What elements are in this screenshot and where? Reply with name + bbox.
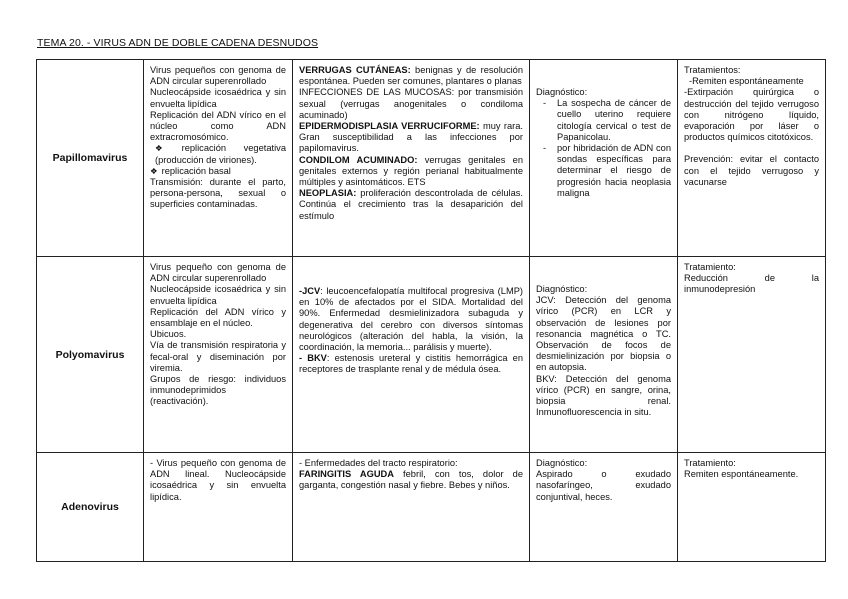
characteristic-text: Ubicuos. <box>150 329 187 340</box>
treatment-cell <box>678 257 826 453</box>
characteristic-text: Nucleocápside icosaédrica y sin envuelta lipídica <box>150 284 286 306</box>
diagnosis-text: BKV: Detección del genoma vírico (PCR) en sangre, orina, biopsia renal. Inmunofluorescencia in situ. <box>536 373 671 418</box>
characteristics-cell <box>144 60 293 257</box>
characteristics-cell <box>144 453 293 562</box>
treatment-cell <box>678 453 826 562</box>
virus-name-cell <box>37 453 144 562</box>
clinical-paragraph: EPIDERMODISPLASIA VERRUCIFORME: muy rara. Gran susceptibilidad a las infecciones por papilomavirus. <box>299 121 523 154</box>
clinical-paragraph: - BKV: estenosis ureteral y cistitis hemorrágica en receptores de trasplante renal y de médula ósea. <box>299 353 523 375</box>
diagnosis-cell <box>530 60 678 257</box>
virus-table <box>36 59 826 562</box>
characteristic-text: Virus pequeño con genoma de ADN circular superenrollado <box>150 262 286 284</box>
characteristic-text: Vía de transmisión respiratoria y fecal-oral y diseminación por viremia. <box>150 340 286 373</box>
diagnosis-text: Aspirado o exudado nasofaríngeo, exudado conjuntival, heces. <box>536 469 671 502</box>
clinical-paragraph: NEOPLASIA: proliferación descontrolada de células. Continúa el crecimiento tras la desaparición del estímulo <box>299 188 523 221</box>
clinical-paragraph: VERRUGAS CUTÁNEAS: benignas y de resolución espontánea. Pueden ser comunes, plantares o planas <box>299 65 523 87</box>
characteristic-text: - Virus pequeño con genoma de ADN lineal. Nucleocápside icosaédrica y sin envuelta lipídica. <box>150 458 286 502</box>
clinical-paragraph: CONDILOM ACUMINADO: verrugas genitales en genitales externos y región perianal habitualmente múltiples y asintomáticos. ETS <box>299 154 523 188</box>
diagnosis-label: Diagnóstico: <box>536 458 588 468</box>
virus-name: Adenovirus <box>61 501 119 514</box>
table-row-papillomavirus <box>37 60 826 257</box>
characteristic-text: Nucleocápside icosaédrica y sin envuelta lipídica <box>150 87 286 109</box>
treatment-cell <box>678 60 826 257</box>
diagnosis-cell <box>530 257 678 453</box>
clinical-cell <box>293 257 530 453</box>
treatment-text: Reducción de la inmunodepresión <box>684 273 819 295</box>
characteristic-text: Virus pequeños con genoma de ADN circular superenrollado <box>150 65 286 87</box>
characteristic-bullet: ❖ replicación vegetativa (producción de viriones). <box>155 143 286 165</box>
virus-name-cell <box>37 257 144 453</box>
list-item: - La sospecha de cáncer de cuello uterino requiere citología cervical o test de Papanicolau. <box>536 98 671 143</box>
clinical-paragraph: -JCV: leucoencefalopatía multifocal progresiva (LMP) en 10% de afectados por el SIDA. Mortalidad del 90%. Enfermedad desmielinizadora subaguda y degenerativa del cerebro con diversos síntomas neurológicos (alteración del habla, la visión, la coordinación, la memoria... parálisis y muerte). <box>299 286 523 353</box>
treatment-label: Tratamiento: <box>684 262 736 272</box>
characteristic-text: Replicación del ADN vírico en el núcleo como ADN extracromosómico. <box>150 109 286 143</box>
characteristic-text: Grupos de riesgo: individuos inmunodeprimidos (reactivación). <box>150 374 286 407</box>
virus-name-cell <box>37 60 144 257</box>
clinical-cell <box>293 60 530 257</box>
diamond-bullet-icon: ❖ <box>150 165 158 176</box>
diagnosis-text: JCV: Detección del genoma vírico (PCR) en LCR y observación de lesiones por resonancia magnética o TC. Observación de focos de desmielinización por biopsia o en autopsia. <box>536 295 671 373</box>
treatment-text: -Extirpación quirúrgica o destrucción del tejido verrugoso con nitrógeno líquido, evaporación por láser o productos químicos citotóxicos. <box>684 87 819 143</box>
clinical-paragraph: - Enfermedades del tracto respiratorio: <box>299 458 458 468</box>
clinical-cell <box>293 453 530 562</box>
virus-name: Polyomavirus <box>55 348 125 361</box>
treatment-label: Tratamientos: <box>684 65 741 75</box>
document-title: TEMA 20. - VIRUS ADN DE DOBLE CADENA DESNUDOS <box>37 37 319 49</box>
table-row-polyomavirus <box>37 257 826 453</box>
diagnosis-label: Diagnóstico: <box>536 87 588 97</box>
clinical-paragraph: INFECCIONES DE LAS MUCOSAS: por transmisión sexual (verrugas anogenitales o condiloma acuminado) <box>299 87 523 120</box>
clinical-paragraph: FARINGITIS AGUDA febril, con tos, dolor de garganta, congestión nasal y fiebre. Bebes y niños. <box>299 469 524 491</box>
diagnosis-label: Diagnóstico: <box>536 284 588 294</box>
diagnosis-list <box>536 98 671 199</box>
list-item: - por hibridación de ADN con sondas específicas para determinar el riesgo de progresión hacia neoplasia maligna <box>536 143 671 199</box>
characteristic-text: Transmisión: durante el parto, persona-persona, sexual o superficies contaminadas. <box>150 177 286 210</box>
treatment-text: Remiten espontáneamente. <box>684 469 799 480</box>
table-row-adenovirus <box>37 453 826 562</box>
characteristic-bullet: ❖ replicación basal <box>150 165 231 176</box>
treatment-label: Tratamiento: <box>684 458 736 468</box>
prevention-text: Prevención: evitar el contacto con el tejido verrugoso y vacunarse <box>684 154 819 187</box>
treatment-text: -Remiten espontáneamente <box>689 76 804 87</box>
diagnosis-cell <box>530 453 678 562</box>
characteristics-cell <box>144 257 293 453</box>
characteristic-text: Replicación del ADN vírico y ensamblaje en el núcleo. <box>150 306 286 329</box>
virus-name: Papillomavirus <box>52 152 128 165</box>
diamond-bullet-icon: ❖ <box>155 143 178 154</box>
